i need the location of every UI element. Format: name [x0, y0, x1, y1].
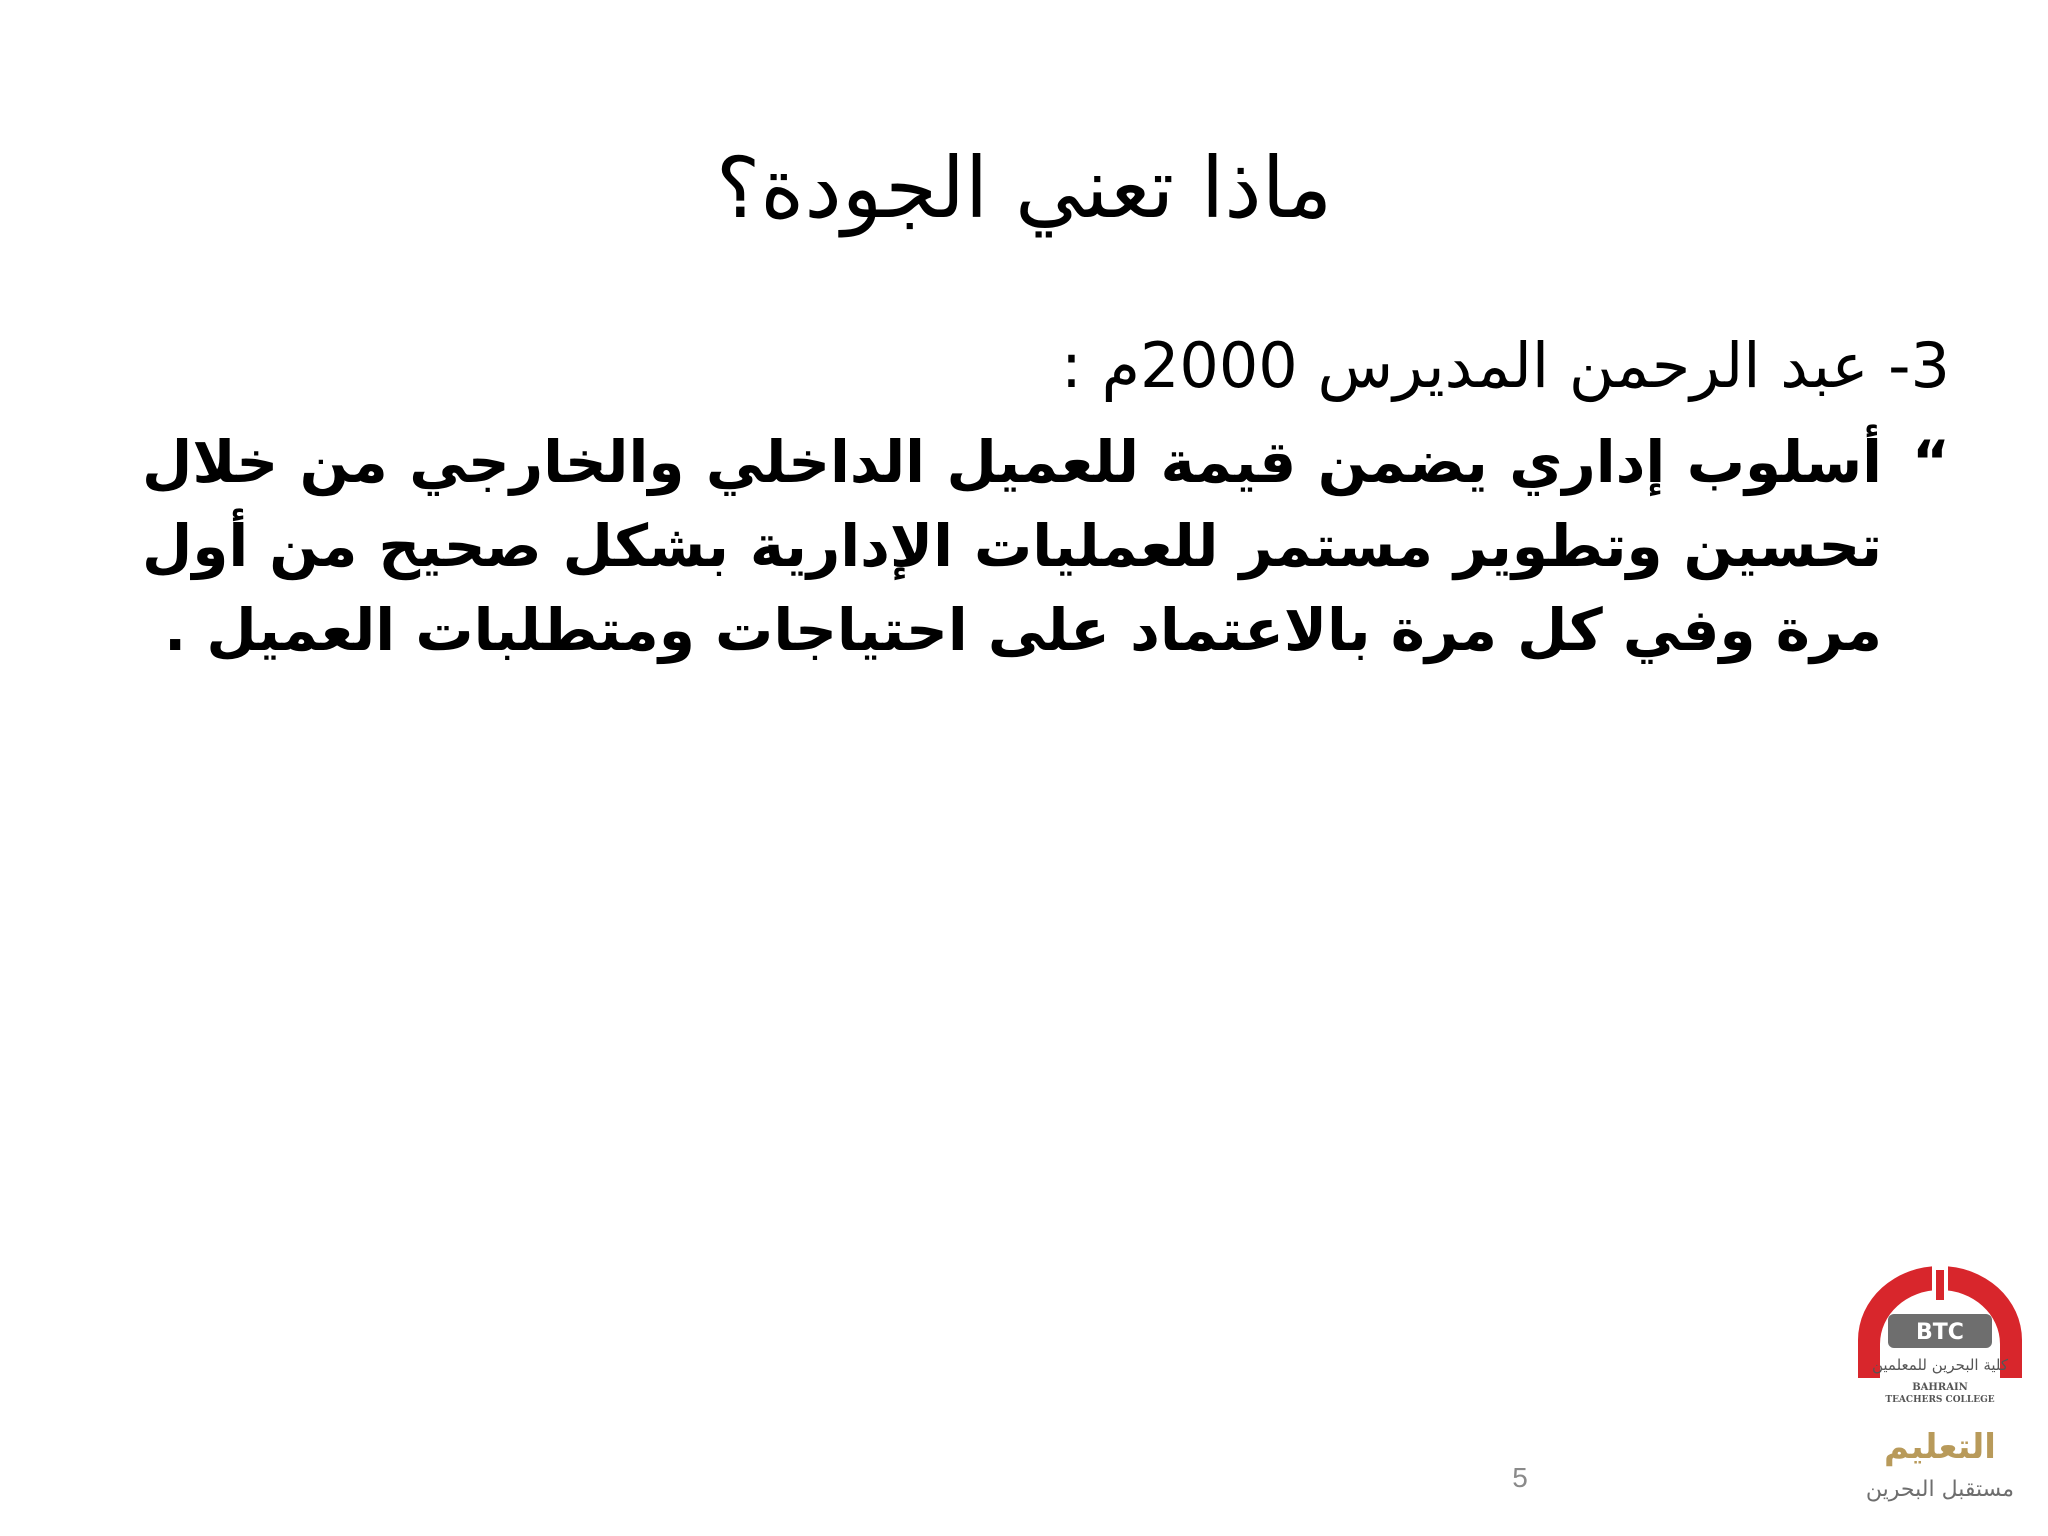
btc-logo	[1840, 1258, 2040, 1528]
logo-slogan-line2: مستقبل البحرين	[1865, 1477, 2015, 1502]
logo-english-line1: BAHRAIN	[1912, 1382, 1968, 1393]
logo-arabic-name: كلية البحرين للمعلمين	[1871, 1356, 2009, 1374]
slide-content	[128, 318, 1950, 672]
logo-slogan-line1: التعليم	[1884, 1427, 1996, 1467]
slide-title: ماذا تعني الجودة؟	[715, 139, 1333, 237]
logo-acronym: BTC	[1916, 1320, 1964, 1345]
definition-text: أسلوب إداري يضمن قيمة للعميل الداخلي والخارجي من خلال تحسين وتطوير مستمر للعمليات الإدارية بشكل صحيح من أول مرة وفي كل مرة بالاعتماد على احتياجات ومتطلبات العميل .	[142, 428, 1882, 664]
page-number: 5	[1512, 1462, 1528, 1493]
point-heading: 3- عبد الرحمن المديرس 2000م :	[1060, 329, 1950, 402]
quote-mark: “	[1911, 428, 1950, 496]
logo-english-line2: TEACHERS COLLEGE	[1885, 1395, 1995, 1405]
definition-quote	[128, 420, 1950, 672]
